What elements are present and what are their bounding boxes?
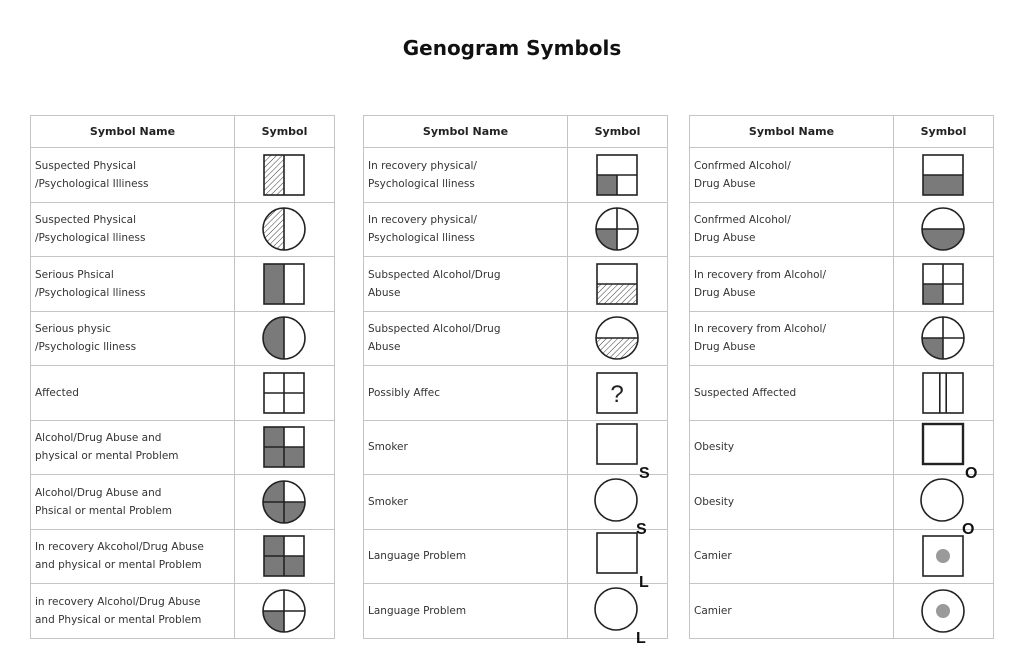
symbol-cell <box>894 202 994 257</box>
table-row <box>364 420 668 475</box>
question-mark-label: ? <box>609 380 624 408</box>
symbols-table-3 <box>689 115 994 639</box>
symbol-cell <box>568 257 668 312</box>
symbol-name-header: Symbol Name <box>690 116 894 148</box>
symbol-letter-label: L <box>635 629 646 647</box>
symbol-cell <box>894 420 994 483</box>
symbol-name-text: Obesity <box>694 495 735 508</box>
symbol-name-text: in recovery Alcohol/Drug Abuse <box>35 595 201 608</box>
symbol-name-text: Subspected Alcohol/Drug <box>368 323 501 336</box>
symbol-name-cell <box>364 366 568 421</box>
table-row <box>31 584 335 639</box>
table-row <box>364 584 668 639</box>
table-row <box>690 202 994 257</box>
circle-left-half-filled-icon <box>259 313 311 363</box>
symbol-name-text: physical or mental Problem <box>35 450 179 463</box>
table-row <box>690 366 994 421</box>
symbol-name-text: Camier <box>694 604 732 617</box>
symbol-name-text: Drug Abuse <box>694 177 756 190</box>
symbol-name-cell <box>690 148 894 203</box>
square-question-icon <box>592 368 644 418</box>
symbol-name-header: Symbol Name <box>31 116 235 148</box>
symbol-header: Symbol <box>894 116 994 148</box>
square-quartered-three-filled-icon <box>259 422 311 472</box>
symbols-table-2 <box>363 115 668 647</box>
square-quartered-bottom-left-filled-icon <box>918 259 970 309</box>
square-bottom-half-hatched-icon <box>592 259 644 309</box>
square-bottom-half-filled-icon <box>918 150 970 200</box>
symbol-name-cell <box>31 475 235 530</box>
table-row <box>690 475 994 530</box>
symbol-name-text: In recovery Akcohol/Drug Abuse <box>35 541 204 554</box>
circle-bottom-half-filled-icon <box>918 204 970 254</box>
symbol-name-cell <box>364 475 568 530</box>
symbol-name-text: and Physical or mental Problem <box>35 613 202 626</box>
symbol-name-text: /Psychologic lliness <box>35 341 137 354</box>
table-row <box>690 311 994 366</box>
table-row <box>364 529 668 584</box>
symbol-name-cell <box>690 202 894 257</box>
table-row <box>31 475 335 530</box>
symbol-cell <box>235 202 335 257</box>
circle-letter-icon <box>592 586 646 647</box>
symbol-name-cell <box>690 420 894 475</box>
symbol-name-text: In recovery from Alcohol/ <box>694 323 826 336</box>
symbol-cell <box>568 202 668 257</box>
circle-quartered-bottom-left-filled-icon <box>592 204 644 254</box>
symbol-name-text: Affected <box>35 386 79 399</box>
symbol-cell <box>894 148 994 203</box>
table-row <box>690 584 994 639</box>
symbol-name-text: Drug Abuse <box>694 286 756 299</box>
square-quartered-icon <box>259 368 311 418</box>
symbol-name-text: Abuse <box>368 341 401 354</box>
symbol-name-cell <box>364 202 568 257</box>
symbol-cell <box>894 311 994 366</box>
symbol-cell <box>235 529 335 584</box>
symbol-cell <box>235 584 335 639</box>
symbol-header: Symbol <box>568 116 668 148</box>
symbol-cell <box>568 584 668 647</box>
symbol-name-text: In recovery physical/ <box>368 214 477 227</box>
symbol-letter-label: O <box>964 465 977 483</box>
page-title: Genogram Symbols <box>402 36 622 60</box>
symbol-name-text: Alcohol/Drug Abuse and <box>35 432 162 445</box>
table-row <box>31 420 335 475</box>
symbol-name-text: Suspected Affected <box>694 386 797 399</box>
circle-quartered-bottom-left-filled-icon <box>259 586 311 636</box>
table-row <box>364 366 668 421</box>
symbol-name-text: Confrmed Alcohol/ <box>694 214 791 227</box>
circle-quartered-bottom-left-filled-icon <box>918 313 970 363</box>
symbol-name-cell <box>690 529 894 584</box>
symbol-name-cell <box>31 529 235 584</box>
symbol-cell <box>235 311 335 366</box>
table-row <box>690 529 994 584</box>
symbol-name-text: /Psychological Illiness <box>35 177 149 190</box>
table-row <box>690 148 994 203</box>
square-thick-letter-icon <box>918 422 977 483</box>
symbol-name-cell <box>364 420 568 475</box>
circle-letter-icon <box>592 477 647 538</box>
symbol-name-text: Serious Phsical <box>35 268 114 281</box>
table-row <box>364 257 668 312</box>
symbol-name-text: Drug Abuse <box>694 232 756 245</box>
symbol-name-text: Camier <box>694 550 732 563</box>
table-row <box>31 257 335 312</box>
symbol-cell <box>568 529 668 592</box>
symbol-name-cell <box>690 475 894 530</box>
symbol-cell <box>235 257 335 312</box>
circle-dot-icon <box>918 586 970 636</box>
symbol-name-text: Psychological lliness <box>368 232 475 245</box>
symbol-name-cell <box>690 311 894 366</box>
symbol-name-cell <box>31 202 235 257</box>
table-row <box>31 311 335 366</box>
symbol-name-text: Smoker <box>368 495 408 508</box>
symbol-name-cell <box>31 257 235 312</box>
table-row <box>364 202 668 257</box>
table-row <box>31 366 335 421</box>
symbol-cell <box>235 420 335 475</box>
square-two-vertical-lines-icon <box>918 368 970 418</box>
symbol-name-text: Phsical or mental Problem <box>35 504 172 517</box>
symbol-name-text: Obesity <box>694 441 735 454</box>
symbol-cell <box>894 475 994 538</box>
symbol-letter-label: L <box>638 574 649 592</box>
symbol-letter-label: S <box>635 520 647 538</box>
table-row <box>364 311 668 366</box>
symbol-name-cell <box>690 366 894 421</box>
symbol-cell <box>568 148 668 203</box>
symbol-name-cell <box>31 420 235 475</box>
symbol-name-text: Psychological lliness <box>368 177 475 190</box>
symbol-name-text: /Psychological lliness <box>35 232 146 245</box>
circle-quartered-three-filled-icon <box>259 477 311 527</box>
symbol-cell <box>568 366 668 421</box>
symbol-name-cell <box>31 148 235 203</box>
symbol-name-text: Language Problem <box>368 604 467 617</box>
symbols-table-1 <box>30 115 335 639</box>
symbol-cell <box>568 475 668 538</box>
symbol-name-text: In recovery from Alcohol/ <box>694 268 826 281</box>
symbol-name-text: Drug Abuse <box>694 341 756 354</box>
square-dot-icon <box>918 531 970 581</box>
symbol-name-text: Suspected Physical <box>35 159 136 172</box>
symbol-letter-label: S <box>638 465 650 483</box>
symbol-name-text: Possibly Affec <box>368 386 441 399</box>
table-row <box>364 148 668 203</box>
square-left-half-filled-icon <box>259 259 311 309</box>
symbol-name-cell <box>31 584 235 639</box>
circle-letter-icon <box>918 477 974 538</box>
table-row <box>31 529 335 584</box>
symbol-cell <box>894 257 994 312</box>
symbol-cell <box>235 366 335 421</box>
symbol-header: Symbol <box>235 116 335 148</box>
symbol-name-cell <box>364 529 568 584</box>
symbol-name-text: Serious physic <box>35 323 111 336</box>
symbol-name-cell <box>364 311 568 366</box>
table-row <box>690 420 994 475</box>
symbol-name-text: Suspected Physical <box>35 214 136 227</box>
square-quartered-three-filled-icon <box>259 531 311 581</box>
symbol-name-text: In recovery physical/ <box>368 159 477 172</box>
symbol-cell <box>568 311 668 366</box>
symbol-name-cell <box>690 584 894 639</box>
symbol-name-text: Confrmed Alcohol/ <box>694 159 791 172</box>
symbol-letter-label: O <box>961 520 974 538</box>
symbol-name-text: Abuse <box>368 286 401 299</box>
symbol-name-text: Subspected Alcohol/Drug <box>368 268 501 281</box>
symbol-name-text: /Psychological lliness <box>35 286 146 299</box>
table-row <box>364 475 668 530</box>
symbol-cell <box>568 420 668 483</box>
symbol-name-text: Smoker <box>368 441 408 454</box>
square-letter-icon <box>592 531 649 592</box>
symbol-cell <box>894 529 994 584</box>
symbol-name-cell <box>690 257 894 312</box>
symbol-name-text: Language Problem <box>368 550 467 563</box>
symbol-name-cell <box>31 366 235 421</box>
square-left-half-hatched-icon <box>259 150 311 200</box>
symbol-name-cell <box>364 584 568 639</box>
symbol-name-text: Alcohol/Drug Abuse and <box>35 486 162 499</box>
square-split-bottom-left-filled-icon <box>592 150 644 200</box>
symbol-name-header: Symbol Name <box>364 116 568 148</box>
header-row <box>690 116 994 148</box>
symbol-cell <box>235 475 335 530</box>
header-row <box>31 116 335 148</box>
symbol-cell <box>894 584 994 639</box>
header-row <box>364 116 668 148</box>
symbol-name-cell <box>31 311 235 366</box>
circle-bottom-half-hatched-icon <box>592 313 644 363</box>
table-row <box>31 202 335 257</box>
symbol-name-cell <box>364 257 568 312</box>
symbol-name-cell <box>364 148 568 203</box>
square-letter-icon <box>592 422 650 483</box>
symbol-cell <box>235 148 335 203</box>
symbol-cell <box>894 366 994 421</box>
table-row <box>690 257 994 312</box>
symbol-name-text: and physical or mental Problem <box>35 559 202 572</box>
table-row <box>31 148 335 203</box>
circle-left-half-hatched-icon <box>259 204 311 254</box>
